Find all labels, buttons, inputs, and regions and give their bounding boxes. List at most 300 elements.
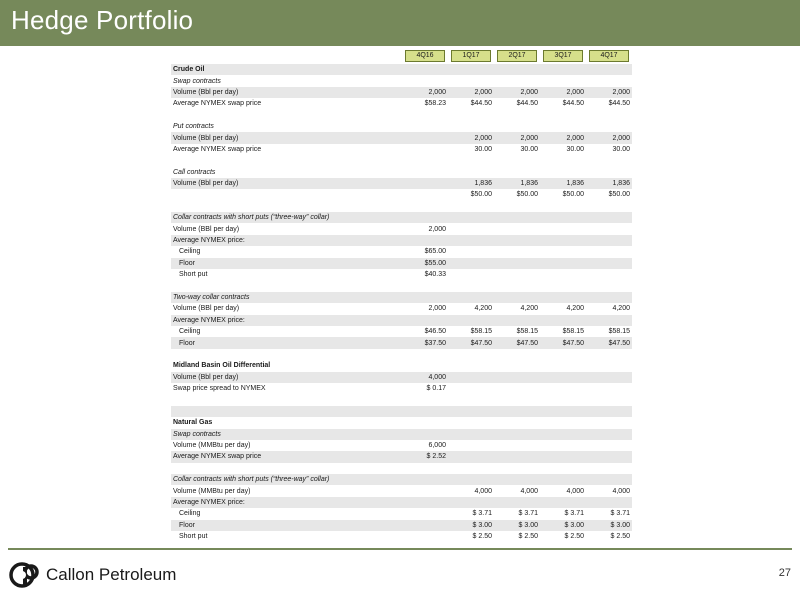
- value-cell: [494, 463, 540, 474]
- header-cell: 4Q16: [402, 48, 448, 64]
- row-label: Volume (Bbl per day): [171, 87, 402, 98]
- value-cell: [448, 258, 494, 269]
- value-cell: [448, 110, 494, 121]
- value-cell: [540, 417, 586, 428]
- row-label: Volume (BBl per day): [173, 225, 240, 233]
- row-label: Ceiling: [179, 248, 201, 256]
- header-spacer: [171, 48, 402, 64]
- row-label: Swap contracts: [173, 77, 221, 85]
- value-cell: [494, 212, 540, 223]
- value-cell: [540, 258, 586, 269]
- value-cell: [448, 155, 494, 166]
- value-cell: $50.00: [608, 191, 630, 199]
- value-cell: [402, 360, 448, 371]
- value-cell: $47.50: [448, 337, 494, 348]
- value-cell: [586, 167, 632, 178]
- value-cell: [586, 246, 632, 257]
- value-cell: [448, 463, 494, 474]
- row-label: Swap contracts: [171, 429, 402, 440]
- value-cell: [540, 292, 586, 303]
- table-row: [171, 235, 632, 246]
- row-label: Floor: [171, 258, 402, 269]
- value-cell: $58.15: [516, 328, 538, 336]
- table-row: [171, 451, 632, 462]
- value-cell: 2,000: [402, 87, 448, 98]
- table-row: [171, 360, 632, 371]
- value-cell: [402, 292, 448, 303]
- value-cell: [402, 178, 448, 189]
- value-cell: $44.50: [608, 100, 630, 108]
- row-label: Natural Gas: [173, 419, 213, 427]
- header-cell: 2Q17: [494, 48, 540, 64]
- value-cell: [494, 315, 540, 326]
- header-cell: 1Q17: [448, 48, 494, 64]
- value-cell: [586, 463, 632, 474]
- row-label: Short put: [179, 271, 208, 279]
- value-cell: [540, 212, 586, 223]
- value-cell: $ 3.00: [494, 520, 540, 531]
- value-cell: [494, 440, 540, 451]
- table-row: [171, 485, 632, 496]
- table-row: [171, 280, 632, 291]
- row-label: Crude Oil: [171, 64, 402, 75]
- row-label: Floor: [171, 337, 402, 348]
- value-cell: [586, 349, 632, 360]
- value-cell: [402, 394, 448, 405]
- row-label: Average NYMEX swap price: [171, 451, 402, 462]
- table-row: [171, 315, 632, 326]
- row-label: [171, 406, 402, 417]
- value-cell: [402, 201, 448, 212]
- row-label: Volume (Bbl per day): [171, 178, 402, 189]
- value-cell: [448, 235, 494, 246]
- value-cell: [540, 280, 586, 291]
- value-cell: 4,000: [612, 487, 630, 495]
- value-cell: 1,836: [448, 178, 494, 189]
- header-cell: 4Q17: [586, 48, 632, 64]
- table-row: [171, 531, 632, 542]
- value-cell: [494, 349, 540, 360]
- value-cell: $ 3.71: [472, 510, 492, 518]
- value-cell: $ 3.00: [586, 520, 632, 531]
- value-cell: 30.00: [566, 145, 584, 153]
- value-cell: [448, 269, 494, 280]
- value-cell: [448, 212, 494, 223]
- table-row: [171, 132, 632, 143]
- value-cell: [448, 429, 494, 440]
- value-cell: $ 2.50: [610, 533, 630, 541]
- value-cell: [494, 406, 540, 417]
- value-cell: [540, 64, 586, 75]
- table-row: [171, 303, 632, 314]
- value-cell: $65.00: [424, 248, 446, 256]
- value-cell: [540, 235, 586, 246]
- value-cell: [402, 463, 448, 474]
- table-row: [171, 349, 632, 360]
- row-label: [171, 189, 402, 200]
- value-cell: [448, 440, 494, 451]
- row-label: Average NYMEX swap price: [173, 100, 262, 108]
- table-row: [171, 212, 632, 223]
- value-cell: 2,000: [586, 87, 632, 98]
- row-label: Volume (Bbl per day): [171, 372, 402, 383]
- callon-cp-logo-icon: [9, 562, 43, 593]
- value-cell: 2,000: [540, 132, 586, 143]
- value-cell: [402, 406, 448, 417]
- value-cell: [540, 155, 586, 166]
- value-cell: 4,000: [566, 487, 584, 495]
- table-row: [171, 98, 632, 109]
- value-cell: [402, 508, 448, 519]
- value-cell: [402, 485, 448, 496]
- value-cell: 2,000: [586, 132, 632, 143]
- value-cell: 2,000: [448, 87, 494, 98]
- row-label: Call contracts: [173, 168, 216, 176]
- value-cell: $40.33: [424, 271, 446, 279]
- value-cell: 30.00: [612, 145, 630, 153]
- row-label: [171, 280, 402, 291]
- value-cell: [448, 394, 494, 405]
- value-cell: $ 2.50: [518, 533, 538, 541]
- value-cell: [402, 64, 448, 75]
- value-cell: [586, 121, 632, 132]
- value-cell: 6,000: [428, 442, 446, 450]
- value-cell: [540, 269, 586, 280]
- value-cell: 2,000: [494, 87, 540, 98]
- value-cell: [402, 110, 448, 121]
- value-cell: [586, 440, 632, 451]
- table-row: [171, 463, 632, 474]
- value-cell: 2,000: [428, 225, 446, 233]
- value-cell: [540, 201, 586, 212]
- table-row: [171, 246, 632, 257]
- value-cell: 1,836: [540, 178, 586, 189]
- page-number: 27: [778, 567, 791, 579]
- value-cell: $58.23: [424, 100, 446, 108]
- value-cell: [494, 110, 540, 121]
- value-cell: [494, 121, 540, 132]
- row-label: Average NYMEX price:: [171, 235, 402, 246]
- value-cell: [402, 121, 448, 132]
- value-cell: [540, 429, 586, 440]
- value-cell: $58.15: [470, 328, 492, 336]
- row-label: Average NYMEX price:: [171, 315, 402, 326]
- value-cell: [540, 110, 586, 121]
- row-label: Ceiling: [179, 328, 201, 336]
- value-cell: [448, 167, 494, 178]
- table-row: [171, 223, 632, 234]
- value-cell: $ 3.71: [564, 510, 584, 518]
- value-cell: [586, 451, 632, 462]
- value-cell: [448, 360, 494, 371]
- value-cell: [540, 223, 586, 234]
- value-cell: $44.50: [470, 100, 492, 108]
- value-cell: [586, 258, 632, 269]
- value-cell: [494, 394, 540, 405]
- table-row: [171, 144, 632, 155]
- value-cell: [540, 474, 586, 485]
- value-cell: [586, 155, 632, 166]
- value-cell: [402, 520, 448, 531]
- value-cell: $ 3.00: [448, 520, 494, 531]
- value-cell: $50.00: [562, 191, 584, 199]
- value-cell: $44.50: [562, 100, 584, 108]
- table-row: [171, 167, 632, 178]
- value-cell: [448, 417, 494, 428]
- footer-divider: [8, 548, 792, 550]
- table-header-row: [171, 48, 632, 64]
- table-row: [171, 508, 632, 519]
- value-cell: [494, 497, 540, 508]
- value-cell: [540, 360, 586, 371]
- value-cell: 1,836: [494, 178, 540, 189]
- value-cell: $47.50: [494, 337, 540, 348]
- hedge-table-body: [171, 48, 632, 542]
- row-label: Midland Basin Oil Differential: [173, 362, 271, 370]
- table-row: [171, 75, 632, 86]
- value-cell: 2,000: [448, 132, 494, 143]
- row-label: Swap price spread to NYMEX: [173, 385, 266, 393]
- value-cell: [448, 201, 494, 212]
- value-cell: [540, 451, 586, 462]
- table-row: [171, 440, 632, 451]
- value-cell: 4,200: [612, 305, 630, 313]
- table-row: [171, 64, 632, 75]
- table-row: [171, 417, 632, 428]
- value-cell: [494, 75, 540, 86]
- row-label: Collar contracts with short puts (“three-way” collar): [171, 212, 402, 223]
- table-row: [171, 178, 632, 189]
- value-cell: [448, 406, 494, 417]
- value-cell: [494, 64, 540, 75]
- value-cell: $ 2.50: [472, 533, 492, 541]
- table-row: [171, 337, 632, 348]
- table-row: [171, 110, 632, 121]
- value-cell: $ 3.71: [610, 510, 630, 518]
- row-label: [171, 394, 402, 405]
- value-cell: $ 0.17: [426, 385, 446, 393]
- value-cell: [540, 497, 586, 508]
- value-cell: 4,000: [520, 487, 538, 495]
- value-cell: 4,200: [566, 305, 584, 313]
- hedge-table: [171, 48, 632, 542]
- table-row: [171, 292, 632, 303]
- value-cell: [540, 349, 586, 360]
- value-cell: [448, 497, 494, 508]
- value-cell: [586, 383, 632, 394]
- value-cell: [448, 292, 494, 303]
- value-cell: [540, 246, 586, 257]
- value-cell: [540, 463, 586, 474]
- value-cell: 4,200: [474, 305, 492, 313]
- value-cell: $44.50: [516, 100, 538, 108]
- value-cell: [540, 440, 586, 451]
- table-row: [171, 326, 632, 337]
- value-cell: [402, 429, 448, 440]
- table-row: [171, 520, 632, 531]
- value-cell: [586, 110, 632, 121]
- value-cell: [494, 155, 540, 166]
- value-cell: [448, 315, 494, 326]
- value-cell: [402, 315, 448, 326]
- value-cell: [402, 212, 448, 223]
- value-cell: $37.50: [402, 337, 448, 348]
- value-cell: [402, 189, 448, 200]
- value-cell: [402, 531, 448, 542]
- value-cell: 4,000: [402, 372, 448, 383]
- value-cell: [540, 121, 586, 132]
- row-label: [171, 349, 402, 360]
- value-cell: [540, 406, 586, 417]
- value-cell: [494, 235, 540, 246]
- value-cell: [494, 417, 540, 428]
- value-cell: [540, 394, 586, 405]
- table-row: [171, 497, 632, 508]
- value-cell: [494, 372, 540, 383]
- value-cell: [586, 75, 632, 86]
- row-label: Two-way collar contracts: [171, 292, 402, 303]
- row-label: Ceiling: [179, 510, 201, 518]
- value-cell: [494, 269, 540, 280]
- value-cell: [586, 292, 632, 303]
- value-cell: $ 3.71: [518, 510, 538, 518]
- value-cell: [586, 315, 632, 326]
- table-row: [171, 201, 632, 212]
- value-cell: $47.50: [540, 337, 586, 348]
- table-row: [171, 258, 632, 269]
- value-cell: [494, 383, 540, 394]
- value-cell: $50.00: [470, 191, 492, 199]
- row-label: Volume (MMBtu per day): [173, 487, 251, 495]
- value-cell: 2,000: [428, 305, 446, 313]
- value-cell: [448, 121, 494, 132]
- value-cell: [494, 280, 540, 291]
- table-row: [171, 121, 632, 132]
- value-cell: [586, 280, 632, 291]
- value-cell: $ 3.00: [540, 520, 586, 531]
- value-cell: [402, 235, 448, 246]
- value-cell: [494, 201, 540, 212]
- table-row: [171, 87, 632, 98]
- row-label: [171, 155, 402, 166]
- value-cell: 4,000: [474, 487, 492, 495]
- value-cell: [402, 474, 448, 485]
- value-cell: 4,200: [520, 305, 538, 313]
- row-label: Short put: [179, 533, 208, 541]
- value-cell: [494, 167, 540, 178]
- value-cell: [402, 144, 448, 155]
- value-cell: [586, 497, 632, 508]
- value-cell: 30.00: [520, 145, 538, 153]
- value-cell: [540, 372, 586, 383]
- value-cell: [540, 383, 586, 394]
- row-label: Volume (Bbl per day): [171, 132, 402, 143]
- value-cell: [586, 417, 632, 428]
- value-cell: $58.15: [608, 328, 630, 336]
- value-cell: [586, 223, 632, 234]
- row-label: Collar contracts with short puts (“three-way” collar): [171, 474, 402, 485]
- value-cell: [586, 201, 632, 212]
- value-cell: [448, 372, 494, 383]
- value-cell: [586, 360, 632, 371]
- value-cell: [448, 246, 494, 257]
- value-cell: $ 2.52: [402, 451, 448, 462]
- value-cell: [448, 349, 494, 360]
- value-cell: [540, 167, 586, 178]
- table-row: [171, 429, 632, 440]
- table-row: [171, 372, 632, 383]
- row-label: Volume (BBl per day): [173, 305, 240, 313]
- row-label: [171, 110, 402, 121]
- table-row: [171, 394, 632, 405]
- value-cell: $55.00: [402, 258, 448, 269]
- value-cell: [402, 497, 448, 508]
- value-cell: [448, 280, 494, 291]
- row-label: Volume (MMBtu per day): [173, 442, 251, 450]
- value-cell: [494, 429, 540, 440]
- value-cell: [586, 429, 632, 440]
- value-cell: [586, 372, 632, 383]
- value-cell: $58.15: [562, 328, 584, 336]
- value-cell: [448, 383, 494, 394]
- value-cell: [586, 235, 632, 246]
- value-cell: 2,000: [494, 132, 540, 143]
- row-label: [171, 463, 402, 474]
- value-cell: [586, 406, 632, 417]
- company-name: Callon Petroleum: [46, 565, 177, 584]
- page-title: Hedge Portfolio: [11, 5, 194, 35]
- value-cell: [586, 64, 632, 75]
- value-cell: [402, 167, 448, 178]
- value-cell: [494, 474, 540, 485]
- row-label: Put contracts: [173, 123, 214, 131]
- value-cell: [494, 223, 540, 234]
- row-label: [171, 201, 402, 212]
- value-cell: [494, 292, 540, 303]
- value-cell: [586, 394, 632, 405]
- value-cell: [540, 315, 586, 326]
- value-cell: [402, 75, 448, 86]
- value-cell: [402, 155, 448, 166]
- row-label: Floor: [171, 520, 402, 531]
- row-label: Average NYMEX price:: [171, 497, 402, 508]
- value-cell: [448, 75, 494, 86]
- title-bar: [0, 0, 800, 46]
- value-cell: $50.00: [516, 191, 538, 199]
- row-label: Average NYMEX swap price: [173, 145, 262, 153]
- value-cell: $ 2.50: [564, 533, 584, 541]
- value-cell: [448, 451, 494, 462]
- value-cell: [402, 349, 448, 360]
- header-cell: 3Q17: [540, 48, 586, 64]
- value-cell: [540, 75, 586, 86]
- value-cell: [586, 474, 632, 485]
- value-cell: [494, 360, 540, 371]
- value-cell: 1,836: [586, 178, 632, 189]
- table-row: [171, 383, 632, 394]
- value-cell: [402, 280, 448, 291]
- value-cell: [586, 212, 632, 223]
- table-row: [171, 155, 632, 166]
- value-cell: [586, 269, 632, 280]
- value-cell: [494, 451, 540, 462]
- value-cell: [448, 223, 494, 234]
- value-cell: [494, 258, 540, 269]
- value-cell: $47.50: [586, 337, 632, 348]
- table-row: [171, 269, 632, 280]
- value-cell: [494, 246, 540, 257]
- value-cell: 2,000: [540, 87, 586, 98]
